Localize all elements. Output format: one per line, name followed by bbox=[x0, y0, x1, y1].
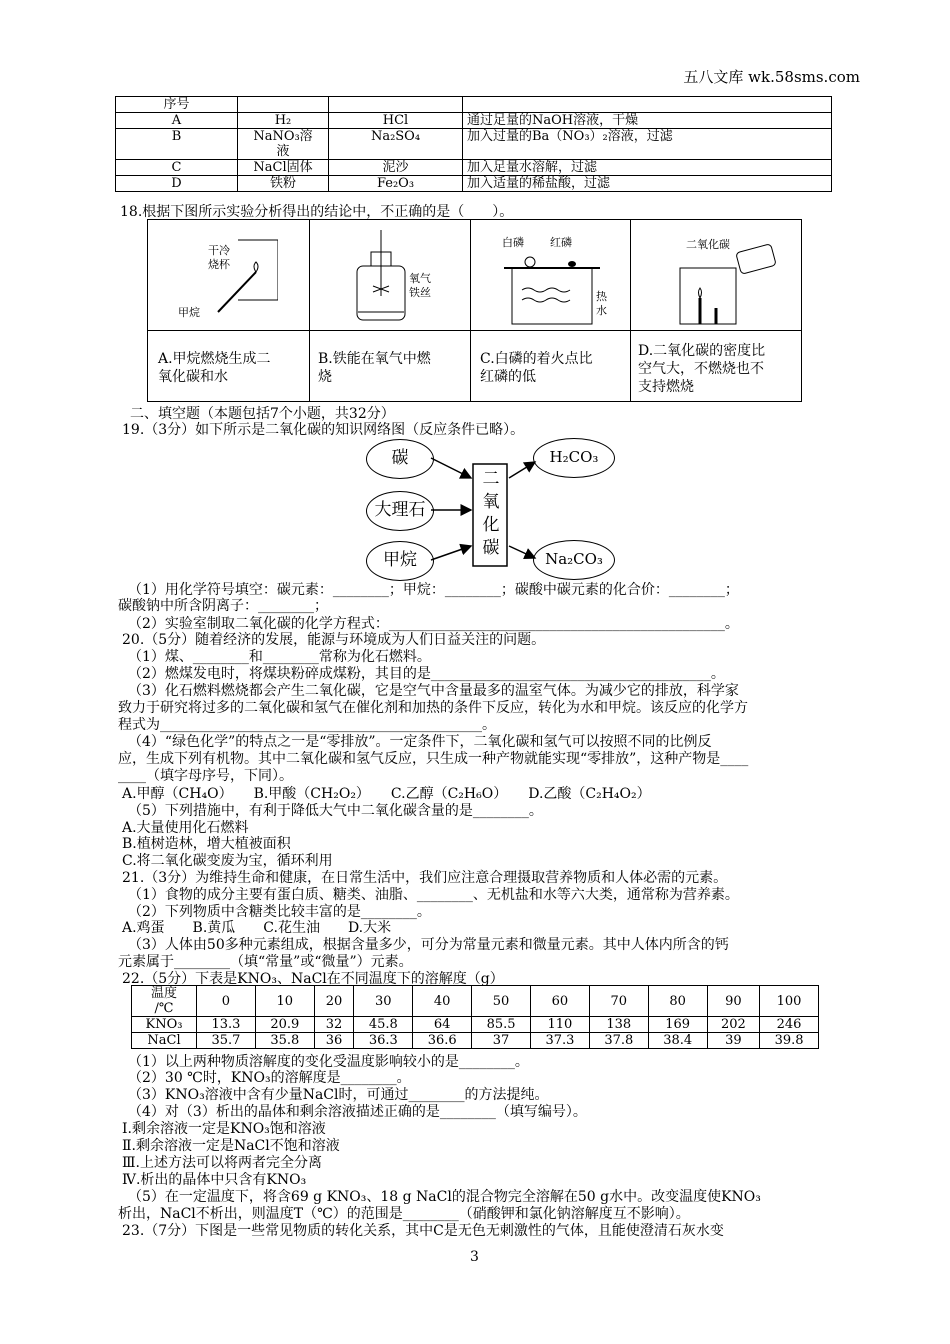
q19-line: （1）用化学符号填空：碳元素：________；甲烷：________；碳酸中碳元素的化合价：________； bbox=[128, 582, 739, 598]
node-text: 二 bbox=[482, 469, 500, 489]
q21-line: （3）人体由50多种元素组成，根据含量多少，可分为常量元素和微量元素。其中人体内所含的钙 bbox=[128, 937, 729, 953]
table-cell: 通过足量的NaOH溶液，干燥 bbox=[463, 113, 832, 129]
table-cell: 36.3 bbox=[354, 1033, 413, 1049]
table-cell: 80 bbox=[648, 986, 707, 1017]
page-number: 3 bbox=[470, 1249, 479, 1265]
table-cell: 39.8 bbox=[760, 1033, 819, 1049]
table-cell: 100 bbox=[760, 986, 819, 1017]
q20-line: 20.（5分）随着经济的发展，能源与环境成为人们日益关注的问题。 bbox=[122, 632, 546, 648]
table-cell bbox=[329, 97, 463, 113]
q20-line: A.大量使用化石燃料 bbox=[122, 820, 249, 836]
option-text: D.二氧化碳的密度比 bbox=[638, 343, 766, 359]
table-row bbox=[116, 113, 832, 129]
option-c bbox=[480, 350, 593, 386]
table-cell: 0 bbox=[197, 986, 256, 1017]
q22-line: （2）30 ℃时，KNO₃的溶解度是________。 bbox=[128, 1070, 411, 1086]
q22-line: （5）在一定温度下，将含69 g KNO₃、18 g NaCl的混合物完全溶解在50 g水中。改变温度使KNO₃ bbox=[128, 1189, 761, 1205]
table-cell: 40 bbox=[413, 986, 472, 1017]
q22-line: 析出，NaCl不析出，则温度T（℃）的范围是________（硝酸钾和氯化钠溶解度互不影响）。 bbox=[118, 1206, 690, 1222]
table-cell: 36.6 bbox=[413, 1033, 472, 1049]
table-cell: 70 bbox=[589, 986, 648, 1017]
table-cell: 138 bbox=[589, 1017, 648, 1033]
table-cell: 13.3 bbox=[197, 1017, 256, 1033]
table-cell: A bbox=[116, 113, 238, 129]
table-cell: HCl bbox=[329, 113, 463, 129]
q22-line: （4）对（3）析出的晶体和剩余溶液描述正确的是________（填写编号）。 bbox=[128, 1104, 587, 1120]
option-text: C.白磷的着火点比 bbox=[480, 351, 593, 367]
q22-line: Ⅲ.上述方法可以将两者完全分离 bbox=[122, 1155, 322, 1171]
table-row bbox=[116, 176, 832, 192]
table-cell: 35.8 bbox=[255, 1033, 314, 1049]
node-carbonic-acid: H₂CO₃ bbox=[533, 438, 615, 478]
label: 红磷 bbox=[550, 236, 572, 249]
option-text: 烧 bbox=[318, 369, 332, 385]
option-text: B.铁能在氧气中燃 bbox=[318, 351, 431, 367]
q19-line: 碳酸钠中所含阴离子：________； bbox=[118, 598, 328, 614]
q21-line: 元素属于________（填“常量”或“微量”）元素。 bbox=[118, 954, 413, 970]
table-cell: 60 bbox=[531, 986, 590, 1017]
table-cell: 202 bbox=[707, 1017, 759, 1033]
section-heading: 二、填空题（本题包括7个小题，共32分） bbox=[130, 406, 395, 422]
node-text: 碳 bbox=[482, 538, 500, 558]
option-a bbox=[158, 350, 271, 386]
site-header: 五八文库 wk.58sms.com bbox=[683, 68, 860, 86]
cell-text: /℃ bbox=[154, 1001, 174, 1016]
table-cell: 85.5 bbox=[472, 1017, 531, 1033]
table-cell: 加入过量的Ba（NO₃）₂溶液，过滤 bbox=[463, 129, 832, 160]
table-cell bbox=[463, 97, 832, 113]
table-cell: 36 bbox=[314, 1033, 354, 1049]
table-cell: NaCl bbox=[132, 1033, 197, 1049]
figure-methane-burning bbox=[178, 232, 278, 322]
q21-line: （1）食物的成分主要有蛋白质、糖类、油脂、________、无机盐和水等六大类，通常称为营养素。 bbox=[128, 887, 739, 903]
table-cell: 39 bbox=[707, 1033, 759, 1049]
table-cell: Na₂SO₄ bbox=[329, 129, 463, 160]
q20-line: （4）“绿色化学”的特点之一是“零排放”。一定条件下，二氧化碳和氢气可以按照不同的比例反 bbox=[128, 734, 712, 750]
table-cell: 90 bbox=[707, 986, 759, 1017]
table-cell: 246 bbox=[760, 1017, 819, 1033]
co2-knowledge-diagram bbox=[363, 438, 619, 580]
table-cell: 铁粉 bbox=[238, 176, 329, 192]
table-cell: B bbox=[116, 129, 238, 160]
q22-line: Ⅳ.析出的晶体中只含有KNO₃ bbox=[122, 1172, 307, 1188]
q19-stem: 19.（3分）如下所示是二氧化碳的知识网络图（反应条件已略）。 bbox=[122, 422, 525, 438]
option-text: 空气大，不燃烧也不 bbox=[638, 361, 764, 377]
table-cell: 37.3 bbox=[531, 1033, 590, 1049]
table-cell: 20.9 bbox=[255, 1017, 314, 1033]
node-text: 氧 bbox=[482, 492, 500, 512]
option-b bbox=[318, 350, 431, 386]
label: 铁丝 bbox=[409, 286, 431, 299]
figure-iron-in-oxygen bbox=[343, 230, 443, 325]
table-cell: 序号 bbox=[116, 97, 238, 113]
table-cell: 30 bbox=[354, 986, 413, 1017]
table-cell bbox=[132, 986, 197, 1017]
table-header-row bbox=[116, 97, 832, 113]
table-cell: KNO₃ bbox=[132, 1017, 197, 1033]
q22-line: Ⅱ.剩余溶液一定是NaCl不饱和溶液 bbox=[122, 1138, 340, 1154]
table-row bbox=[132, 1017, 819, 1033]
q19-line: （2）实验室制取二氧化碳的化学方程式：________________________________________________。 bbox=[128, 616, 739, 632]
q20-line: 应，生成下列有机物。其中二氧化碳和氢气反应，只生成一种产物就能实现“零排放”，这种产物是____ bbox=[118, 751, 749, 767]
cell-text: 温度 bbox=[150, 986, 177, 1001]
table-cell: 加入足量水溶解，过滤 bbox=[463, 160, 832, 176]
option-d bbox=[638, 342, 765, 396]
figure-phosphorus bbox=[500, 228, 610, 326]
table-cell: 37 bbox=[472, 1033, 531, 1049]
label: 水 bbox=[596, 304, 607, 317]
label: 热 bbox=[596, 290, 607, 303]
q20-line: ____（填字母序号，下同）。 bbox=[118, 768, 293, 784]
q21-line: （2）下列物质中含糖类比较丰富的是________。 bbox=[128, 904, 431, 920]
table-cell: 38.4 bbox=[648, 1033, 707, 1049]
table-cell: H₂ bbox=[238, 113, 329, 129]
table-row bbox=[116, 129, 832, 160]
q20-line: B.植树造林，增大植被面积 bbox=[122, 836, 291, 852]
table-cell: 169 bbox=[648, 1017, 707, 1033]
label: 烧杯 bbox=[208, 258, 230, 271]
q22-line: （3）KNO₃溶液中含有少量NaCl时，可通过________的方法提纯。 bbox=[128, 1087, 549, 1103]
table-cell: 10 bbox=[255, 986, 314, 1017]
q20-line: （5）下列措施中，有利于降低大气中二氧化碳含量的是________。 bbox=[128, 803, 543, 819]
option-text: 支持燃烧 bbox=[638, 379, 694, 395]
q22-line: Ⅰ.剩余溶液一定是KNO₃饱和溶液 bbox=[122, 1121, 326, 1137]
node-carbon: 碳 bbox=[366, 439, 434, 479]
table-cell: 35.7 bbox=[197, 1033, 256, 1049]
cell-text-cont: 液 bbox=[276, 144, 290, 159]
table-cell: D bbox=[116, 176, 238, 192]
option-text: 氧化碳和水 bbox=[158, 369, 228, 385]
table-row bbox=[116, 160, 832, 176]
table-cell: 20 bbox=[314, 986, 354, 1017]
node-co2 bbox=[475, 468, 507, 560]
cell-text: NaNO₃溶 bbox=[253, 129, 313, 144]
q22-stem: 22.（5分）下表是KNO₃、NaCl在不同温度下的溶解度（g） bbox=[122, 971, 504, 987]
label: 甲烷 bbox=[178, 306, 200, 319]
table-cell: 64 bbox=[413, 1017, 472, 1033]
q20-line: C.将二氧化碳变废为宝，循环利用 bbox=[122, 853, 333, 869]
table-cell: Fe₂O₃ bbox=[329, 176, 463, 192]
table-cell: 加入适量的稀盐酸，过滤 bbox=[463, 176, 832, 192]
q20-line: （3）化石燃料燃烧都会产生二氧化碳，它是空气中含量最多的温室气体。为减少它的排放，科学家 bbox=[128, 683, 739, 699]
table-header-row bbox=[132, 986, 819, 1017]
option-text: 红磷的低 bbox=[480, 369, 536, 385]
node-sodium-carbonate: Na₂CO₃ bbox=[533, 540, 615, 580]
separation-table bbox=[115, 96, 832, 192]
node-methane: 甲烷 bbox=[366, 541, 434, 581]
option-text: A.甲烷燃烧生成二 bbox=[158, 351, 271, 367]
q20-line: A.甲醇（CH₄O） B.甲酸（CH₂O₂） C.乙醇（C₂H₆O） D.乙酸（C₂H₄O₂） bbox=[122, 786, 651, 802]
label: 干冷 bbox=[208, 244, 230, 257]
q18-figure-grid bbox=[147, 219, 802, 402]
label: 二氧化碳 bbox=[686, 238, 730, 251]
q21-line: 21.（3分）为维持生命和健康，在日常生活中，我们应注意合理摄取营养物质和人体必需的元素。 bbox=[122, 870, 728, 886]
solubility-table bbox=[131, 985, 819, 1049]
table-cell: 50 bbox=[472, 986, 531, 1017]
table-cell bbox=[238, 97, 329, 113]
node-text: 化 bbox=[482, 515, 500, 535]
node-marble: 大理石 bbox=[366, 491, 434, 531]
table-cell: 110 bbox=[531, 1017, 590, 1033]
label: 氧气 bbox=[409, 272, 431, 285]
table-cell: 泥沙 bbox=[329, 160, 463, 176]
table-cell: C bbox=[116, 160, 238, 176]
q20-line: （2）燃煤发电时，将煤块粉碎成煤粉，其目的是________________________________________。 bbox=[128, 666, 725, 682]
table-cell: 45.8 bbox=[354, 1017, 413, 1033]
table-cell bbox=[238, 129, 329, 160]
table-row bbox=[132, 1033, 819, 1049]
q21-line: A.鸡蛋 B.黄瓜 C.花生油 D.大米 bbox=[122, 920, 392, 936]
q22-line: （1）以上两种物质溶解度的变化受温度影响较小的是________。 bbox=[128, 1054, 529, 1070]
table-cell: 32 bbox=[314, 1017, 354, 1033]
label: 白磷 bbox=[502, 236, 524, 249]
q18-stem: 18.根据下图所示实验分析得出的结论中，不正确的是（ ）。 bbox=[120, 204, 514, 220]
figure-carbon-dioxide-pour bbox=[658, 228, 778, 326]
q20-line: 致力于研究将过多的二氧化碳和氢气在催化剂和加热的条件下反应，转化为水和甲烷。该反应的化学方 bbox=[118, 700, 748, 716]
table-cell: NaCl固体 bbox=[238, 160, 329, 176]
q20-line: （1）煤、________和________常称为化石燃料。 bbox=[128, 649, 431, 665]
q20-line: 程式为______________________________________________。 bbox=[118, 717, 496, 733]
table-cell: 37.8 bbox=[589, 1033, 648, 1049]
q23-line: 23.（7分）下图是一些常见物质的转化关系，其中C是无色无刺激性的气体，且能使澄清石灰水变 bbox=[122, 1223, 724, 1239]
